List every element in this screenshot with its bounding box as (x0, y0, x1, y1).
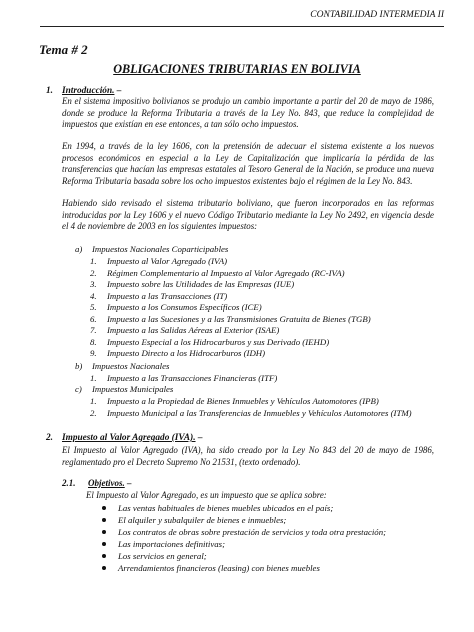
bullet-icon (102, 506, 106, 510)
iva-paragraph: El Impuesto al Valor Agregado (IVA), ha sido creado por la Ley No 843 del 20 de mayo de 1986, reglamentado pro el Decreto Supremo No 21531, (texto ordenado). (62, 445, 434, 467)
group-letter: b) (75, 361, 83, 371)
intro-paragraph-3: Habiendo sido revisado el sistema tributario boliviano, que fueron incorporados en las reformas introducidas por la Ley 1606 y el nuevo Código Tributario mediante la Ley No 2492, en vigencia desde el 4 de noviembre de 2003 en los siguientes impuestos: (62, 198, 434, 232)
group-letter: c) (75, 384, 82, 394)
bullet-icon (102, 530, 106, 534)
intro-paragraph-1: En el sistema impositivo bolivianos se produjo un cambio importante a partir del 20 de mayo de 1986, donde se produce la Reforma Tributaria a través de la Ley No. 843, que reduce la complejidad de impuestos que existían en ese entonces, a tan sólo ocho impuestos. (62, 96, 434, 130)
running-header: CONTABILIDAD INTERMEDIA II (40, 4, 444, 27)
bullet-icon (102, 518, 106, 522)
section-label: Impuesto al Valor Agregado (IVA). (62, 433, 196, 443)
list-item: Arrendamientos financieros (leasing) con bienes muebles (102, 562, 386, 574)
section-number: 2. (46, 433, 53, 443)
group-label: Impuestos Municipales (92, 384, 174, 394)
bullet-icon (102, 566, 106, 570)
bullet-icon (102, 554, 106, 558)
section-1-heading (46, 86, 121, 96)
iva-scope-list (102, 502, 386, 574)
subsection-label: Objetivos. (88, 478, 125, 488)
list-item: Las ventas habituales de bienes muebles ubicados en el país; (102, 502, 386, 514)
group-label: Impuestos Nacionales (92, 361, 170, 371)
tema-heading: Tema # 2 (39, 42, 88, 57)
subsection-suffix: – (124, 478, 132, 488)
list-item: Las importaciones definitivas; (102, 538, 386, 550)
bullet-icon (102, 542, 106, 546)
intro-paragraph-2: En 1994, a través de la ley 1606, con la pretensión de adecuar el sistema existente a los nuevos procesos económicos en especial a la Ley de Capitalización que implicaría la pérdida de las transferencias que hacían las empresas estatales al Tesoro General de la Nación, se produce una nueva Reforma Tributaria basada sobre los ocho impuestos existentes bajo el régimen de la Ley No. 843. (62, 141, 434, 186)
section-2-heading (46, 433, 203, 443)
document-page: CONTABILIDAD INTERMEDIA II Tema # 2 OBLIGACIONES TRIBUTARIAS EN BOLIVIA 1. Introducción. – En el sistema impositivo bolivianos se produjo un cambio importante a partir del 20 de mayo de 1986, donde se produce la Reforma Tributaria a través de la Ley No. 843, que reduce la complejidad de impuestos que existían en ese entonces, a tan sólo ocho impuestos. En 1994, a través de la ley 1606, con la pretensión de adecuar el sistema existente a los nuevos procesos económicos en especial a la Ley de Capitalización que implicaría la pérdida de las transferencias que hacían las empresas estatales al Tesoro General de la Nación, se produce una nueva Reforma Tributaria basada sobre los ocho impuestos existentes bajo el régimen de la Ley No. 843. Habiendo sido revisado el sistema tributario boliviano, que fueron incorporados en las reformas introducidas por la Ley 1606 y el nuevo Código Tributario mediante la Ley No 2492, en vigencia desde el 4 de noviembre de 2003 en los siguientes impuestos: a) Impuestos Nacionales Coparticipables 1. Impuesto al Valor Agregado (IVA) 2. Régimen Complementario al Impuesto al Valor Agregado (RC-IVA) 3. Impuesto sobre las Utilidades de las Empresas (IUE) 4. Impuesto a las Transacciones (IT) 5. Impuesto a los Consumos Específicos (ICE) 6. Impuesto a las Sucesiones y a las Transmisiones Gratuita de Bienes (TGB) 7. Impuesto a las Salidas Aéreas al Exterior (ISAE) 8. Impuesto Especial a los Hidrocarburos y sus Derivado (IEHD) 9. Impuesto Directo a los Hidrocarburos (IDH) b) Impuestos Nacionales 1. Impuesto a las Transacciones Financieras (ITF) c) Impuestos Municipales 1. Impuesto a la Propiedad de Bienes Inmuebles y Vehículos Automotores (IPB) 2. Impuesto Municipal a las Transferencias de Inmuebles y Vehículos Automotores (ITM) 2. Impuesto al Valor Agregado (IVA). – El Impuesto al Valor Agregado (IVA), ha sido creado por la Ley No 843 del 20 de mayo de 1986, reglamentado pro el Decreto Supremo No 21531, (texto ordenado). 2.1. Objetivos. – El Impuesto al Valor Agregado, es un impuesto que se aplica sobre: Las ventas habituales de bienes muebles ubicados en el país; El alquiler y subalquiler de bienes e inmuebles; Los contratos de obras sobre prestación de servicios y toda otra prestación; Las importaciones definitivas; Los servicios en general; Arrendamientos financieros (leasing) con bienes muebles (0, 0, 474, 632)
iva-applies-intro: El Impuesto al Valor Agregado, es un impuesto que se aplica sobre: (86, 490, 327, 500)
list-item: Los contratos de obras sobre prestación de servicios y toda otra prestación; (102, 526, 386, 538)
list-item: Los servicios en general; (102, 550, 386, 562)
section-number: 1. (46, 86, 53, 96)
section-suffix: – (114, 86, 122, 96)
section-suffix: – (195, 433, 203, 443)
group-label: Impuestos Nacionales Coparticipables (92, 244, 229, 254)
document-title: OBLIGACIONES TRIBUTARIAS EN BOLIVIA (113, 62, 361, 76)
list-item: El alquiler y subalquiler de bienes e inmuebles; (102, 514, 386, 526)
subsection-number: 2.1. (62, 478, 76, 488)
group-letter: a) (75, 244, 83, 254)
subsection-2-1-heading (62, 478, 132, 488)
section-label: Introducción. (62, 86, 115, 96)
